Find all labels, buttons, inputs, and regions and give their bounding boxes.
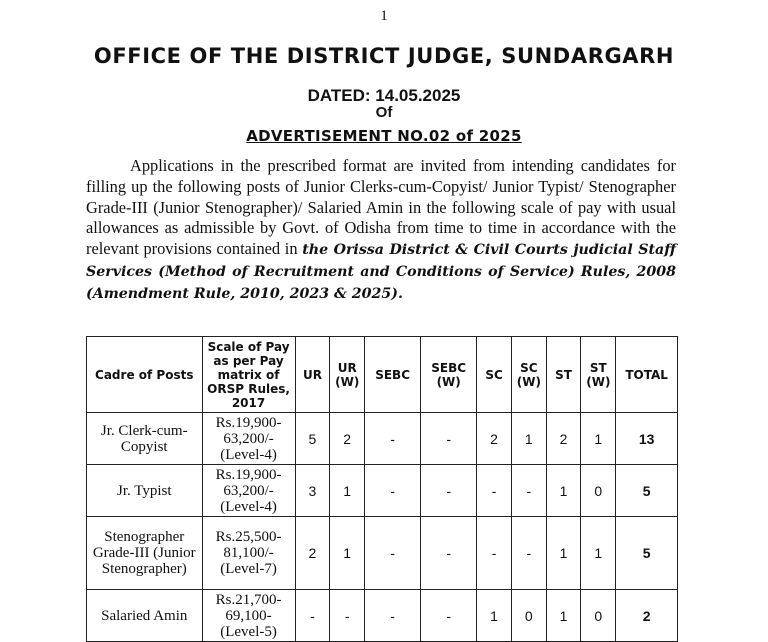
ur-cell: - — [295, 590, 330, 642]
sc-w-cell: 1 — [511, 413, 546, 465]
intro-paragraph — [86, 156, 676, 305]
header-sebc: SEBC — [365, 337, 421, 413]
header-ur: UR — [295, 337, 330, 413]
table-row — [87, 517, 678, 590]
table-row — [87, 590, 678, 642]
sc-w-cell: - — [511, 465, 546, 517]
date-line: DATED: 14.05.2025 — [307, 86, 461, 105]
ur-cell: 3 — [295, 465, 330, 517]
sebc-cell: - — [365, 413, 421, 465]
header-sebc-w: SEBC (W) — [421, 337, 477, 413]
table-row — [87, 413, 678, 465]
sc-cell: - — [477, 465, 512, 517]
sebc-cell: - — [365, 465, 421, 517]
st-cell: 2 — [546, 413, 581, 465]
st-w-cell: 0 — [581, 590, 616, 642]
advertisement-number: ADVERTISEMENT NO.02 of 2025 — [246, 127, 522, 145]
st-w-cell: 1 — [581, 413, 616, 465]
sebc-cell: - — [365, 590, 421, 642]
intro-text: Applications in the prescribed format are invited from intending candidates for filling up the following posts of Junior Clerks-cum-Copyist/ Junior Typist/ Stenographer Grade-III (Junior Stenographer)/ Salaried Amin in the following scale of pay with usual allowances as admissible by Govt. of Odisha from time to time in accordance with the relevant provisions contained in — [86, 156, 676, 259]
scale-cell: Rs.19,900-63,200/-(Level-4) — [202, 413, 295, 465]
header-scale: Scale of Pay as per Pay matrix of ORSP Rules, 2017 — [202, 337, 295, 413]
header-cadre: Cadre of Posts — [87, 337, 203, 413]
rules-reference: the Orissa District & Civil Courts judicial Staff Services (Method of Recruitment and Conditions of Service) Rules, 2008 (Amendment Rule, 2010, 2023 & 2025). — [86, 242, 676, 302]
st-cell: 1 — [546, 590, 581, 642]
page-number: 1 — [380, 8, 388, 24]
ur-w-cell: 1 — [330, 465, 365, 517]
sebc-w-cell: - — [421, 517, 477, 590]
scale-cell: Rs.19,900-63,200/-(Level-4) — [202, 465, 295, 517]
total-cell: 2 — [616, 590, 678, 642]
st-w-cell: 0 — [581, 465, 616, 517]
total-cell: 13 — [616, 413, 678, 465]
vacancy-table — [86, 336, 678, 642]
cadre-cell: Salaried Amin — [87, 590, 203, 642]
sc-w-cell: 0 — [511, 590, 546, 642]
sc-cell: 1 — [477, 590, 512, 642]
st-w-cell: 1 — [581, 517, 616, 590]
st-cell: 1 — [546, 465, 581, 517]
table-row — [87, 465, 678, 517]
ur-w-cell: - — [330, 590, 365, 642]
header-sc: SC — [477, 337, 512, 413]
cadre-cell: Jr. Typist — [87, 465, 203, 517]
header-total: TOTAL — [616, 337, 678, 413]
header-st-w: ST (W) — [581, 337, 616, 413]
scale-cell: Rs.21,700-69,100-(Level-5) — [202, 590, 295, 642]
sc-w-cell: - — [511, 517, 546, 590]
cadre-cell: Stenographer Grade-III (Junior Stenographer) — [87, 517, 203, 590]
office-title: OFFICE OF THE DISTRICT JUDGE, SUNDARGARH — [93, 44, 675, 68]
ur-w-cell: 2 — [330, 413, 365, 465]
cadre-cell: Jr. Clerk-cum-Copyist — [87, 413, 203, 465]
sc-cell: - — [477, 517, 512, 590]
total-cell: 5 — [616, 517, 678, 590]
table-header-row — [87, 337, 678, 413]
sebc-w-cell: - — [421, 590, 477, 642]
ur-cell: 5 — [295, 413, 330, 465]
ur-cell: 2 — [295, 517, 330, 590]
sebc-cell: - — [365, 517, 421, 590]
header-ur-w: UR (W) — [330, 337, 365, 413]
sebc-w-cell: - — [421, 413, 477, 465]
sebc-w-cell: - — [421, 465, 477, 517]
of-line: Of — [375, 104, 393, 121]
sc-cell: 2 — [477, 413, 512, 465]
total-cell: 5 — [616, 465, 678, 517]
st-cell: 1 — [546, 517, 581, 590]
scale-cell: Rs.25,500-81,100/-(Level-7) — [202, 517, 295, 590]
ur-w-cell: 1 — [330, 517, 365, 590]
header-sc-w: SC (W) — [511, 337, 546, 413]
header-st: ST — [546, 337, 581, 413]
